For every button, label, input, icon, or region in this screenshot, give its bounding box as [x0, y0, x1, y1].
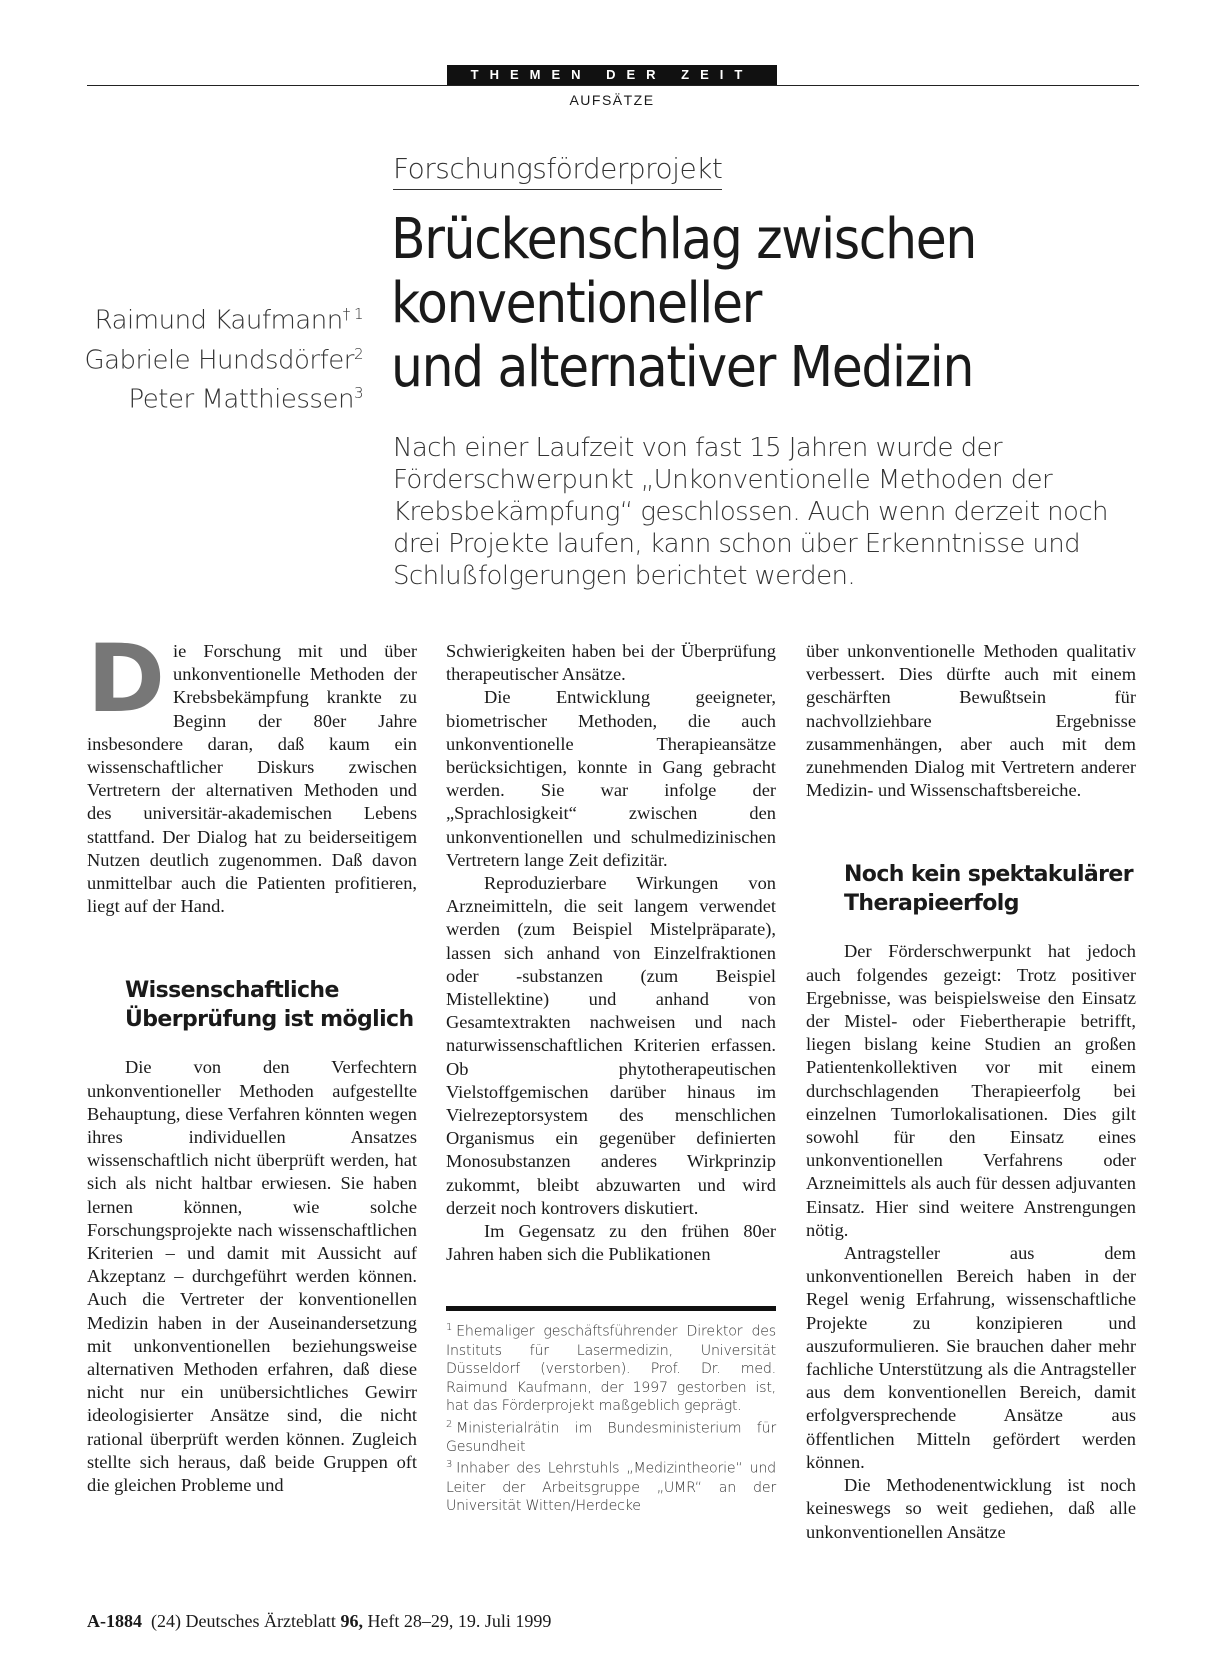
article-headline: [391, 208, 1075, 400]
journal-name: (24) Deutsches Ärzteblatt: [151, 1611, 336, 1631]
paragraph: Die Methodenentwicklung ist noch keineswegs so weit gediehen, daß alle unkonventionellen Ansätze: [806, 1475, 1136, 1542]
author: Peter Matthiessen$^3$: [128, 384, 363, 415]
author: Raimund Kaufmann$^{\dagger 1}$: [94, 305, 363, 336]
footnote: $^2$ Ministerialrätin im Bundesministerium für Gesundheit: [446, 1418, 776, 1455]
issue-date: Heft 28–29, 19. Juli 1999: [367, 1611, 552, 1631]
author-list: [84, 298, 363, 417]
author: Gabriele Hundsdörfer$^2$: [84, 344, 363, 376]
page-id: A-1884: [87, 1611, 142, 1631]
author-mark: † 1: [342, 305, 363, 323]
volume: 96,: [340, 1611, 363, 1631]
kicker: Forschungsförderprojekt: [393, 152, 722, 190]
headline-line: und alternativer Medizin: [391, 335, 974, 400]
paragraph: über unkonventionelle Methoden qualitativ verbessert. Dies dürfte auch mit einem geschärften Bewußtsein für nachvollziehbare Ergebnisse zusammenhängen, aber auch mit dem zunehmenden Dialog mit Vertretern anderer Medizin- und Wissenschaftsbereiche.: [806, 641, 1136, 801]
column-2: [446, 640, 776, 1516]
paragraph: Schwierigkeiten haben bei der Überprüfung therapeutischer Ansätze.: [446, 641, 776, 685]
footnote: $^3$ Inhaber des Lehrstuhls „Medizintheorie“ und Leiter der Arbeitsgruppe „UMR“ an der Universität Witten/Herdecke: [446, 1459, 776, 1515]
section-label: THEMEN DER ZEIT: [447, 65, 777, 85]
paragraph: Reproduzierbare Wirkungen von Arzneimitteln, die seit langem verwendet werden (zum Beispiel Mistelpräparate), lassen sich anhand von Einzelfraktionen oder -substanzen (zum Beispiel Mistellektine) und anhand von Gesamtextrakten nachweisen und nach naturwissenschaftlichen Kriterien erfassen. Ob phytotherapeutischen Vielstoffgemischen darüber hinaus im Vielrezeptorsystem des menschlichen Organismus ein gegenüber definierten Monosubstanzen anderes Wirkprinzip zukommt, bleibt abzuwarten und wird derzeit noch kontrovers diskutiert.: [446, 873, 776, 1218]
paragraph: Im Gegensatz zu den frühen 80er Jahren haben sich die Publikationen: [446, 1221, 776, 1265]
header-rule: [87, 85, 1139, 86]
article-lead: Nach einer Laufzeit von fast 15 Jahren wurde der Förderschwerpunkt „Unkonventionelle Methoden der Krebsbekämpfung“ geschlossen. Auch wenn derzeit noch drei Projekte laufen, kann schon über Erkenntnisse und Schlußfolgerungen berichtet werden.: [393, 433, 1108, 591]
paragraph: ie Forschung mit und über unkonventionelle Methoden der Krebsbekämpfung krankte zu Beginn der 80er Jahre insbesondere daran, daß kaum ein wissenschaftlicher Diskurs zwischen Vertretern der alternativen Methoden und des universitär-akademischen Lebens stattfand. Der Dialog hat zu beiderseitigem Nutzen deutlich zugenommen. Daß davon unmittelbar auch die Patienten profitieren, liegt auf der Hand.: [87, 641, 417, 917]
subsection-label: AUFSÄTZE: [569, 92, 655, 108]
footnote-rule: [446, 1306, 776, 1311]
drop-cap: D: [87, 625, 166, 734]
author-mark: 2: [353, 344, 363, 363]
headline-line: Brückenschlag zwischen: [391, 207, 976, 272]
column-3: [806, 640, 1136, 1544]
footnote: $^1$ Ehemaliger geschäftsführender Direktor des Instituts für Lasermedizin, Universität Düsseldorf (verstorben). Prof. Dr. med. Raimund Kaufmann, der 1997 gestorben ist, hat das Förderprojekt maßgeblich geprägt.: [446, 1322, 776, 1415]
paragraph: Die von den Verfechtern unkonventioneller Methoden aufgestellte Behauptung, diese Verfahren könnten wegen ihres individuellen Ansatzes wissenschaftlich nicht überprüft werden, hat sich als nicht haltbar erwiesen. Sie haben lernen können, wie solche Forschungsprojekte nach wissenschaftlichen Kriterien – und damit mit Aussicht auf Akzeptanz – durchgeführt werden können. Auch die Vertreter der konventionellen Medizin haben in der Auseinandersetzung mit unkonventionellen beziehungsweise alternativen Methoden erfahren, daß diese nicht nur ein unübersichtliches Gewirr ideologisierter Ansätze sind, die nicht rational überprüft werden können. Zugleich stellte sich heraus, daß beide Gruppen oft die gleichen Probleme und: [87, 1057, 417, 1496]
paragraph: Die Entwicklung geeigneter, biometrischer Methoden, die auch unkonventionelle Therapieansätze berücksichtigen, konnte in Gang gebracht werden. Sie war infolge der „Sprachlosigkeit“ zwischen den unkonventionellen und schulmedizinischen Vertretern lange Zeit defizitär.: [446, 687, 776, 870]
column-1: [87, 625, 417, 1497]
section-heading: Noch kein spektakulärer Therapieerfolg: [844, 862, 1133, 917]
headline-line: konventioneller: [391, 271, 761, 336]
paragraph: Antragsteller aus dem unkonventionellen Bereich haben in der Regel wenig Erfahrung, wissenschaftliche Projekte zu konzipieren und auszuformulieren. Sie brauchen daher mehr fachliche Unterstützung als die Antragsteller aus dem konventionellen Bereich, damit erfolgversprechende Ansätze aus öffentlichen Mitteln gefördert werden können.: [806, 1243, 1136, 1472]
section-heading: Wissenschaftliche Überprüfung ist möglich: [125, 978, 414, 1033]
page-footer: [87, 1611, 551, 1632]
paragraph: Der Förderschwerpunkt hat jedoch auch folgendes gezeigt: Trotz positiver Ergebnisse, was beispielsweise den Einsatz der Mistel- oder Fiebertherapie betrifft, liegen bislang keine Studien an großen Patientenkollektiven vor mit einem durchschlagenden Therapieerfolg bei einzelnen Tumorlokalisationen. Dies gilt sowohl für den Einsatz eines unkonventionellen Verfahrens oder Arzneimittels als auch für dessen adjuvanten Einsatz. Hier sind weitere Anstrengungen nötig.: [806, 941, 1136, 1240]
author-mark: 3: [353, 384, 363, 403]
